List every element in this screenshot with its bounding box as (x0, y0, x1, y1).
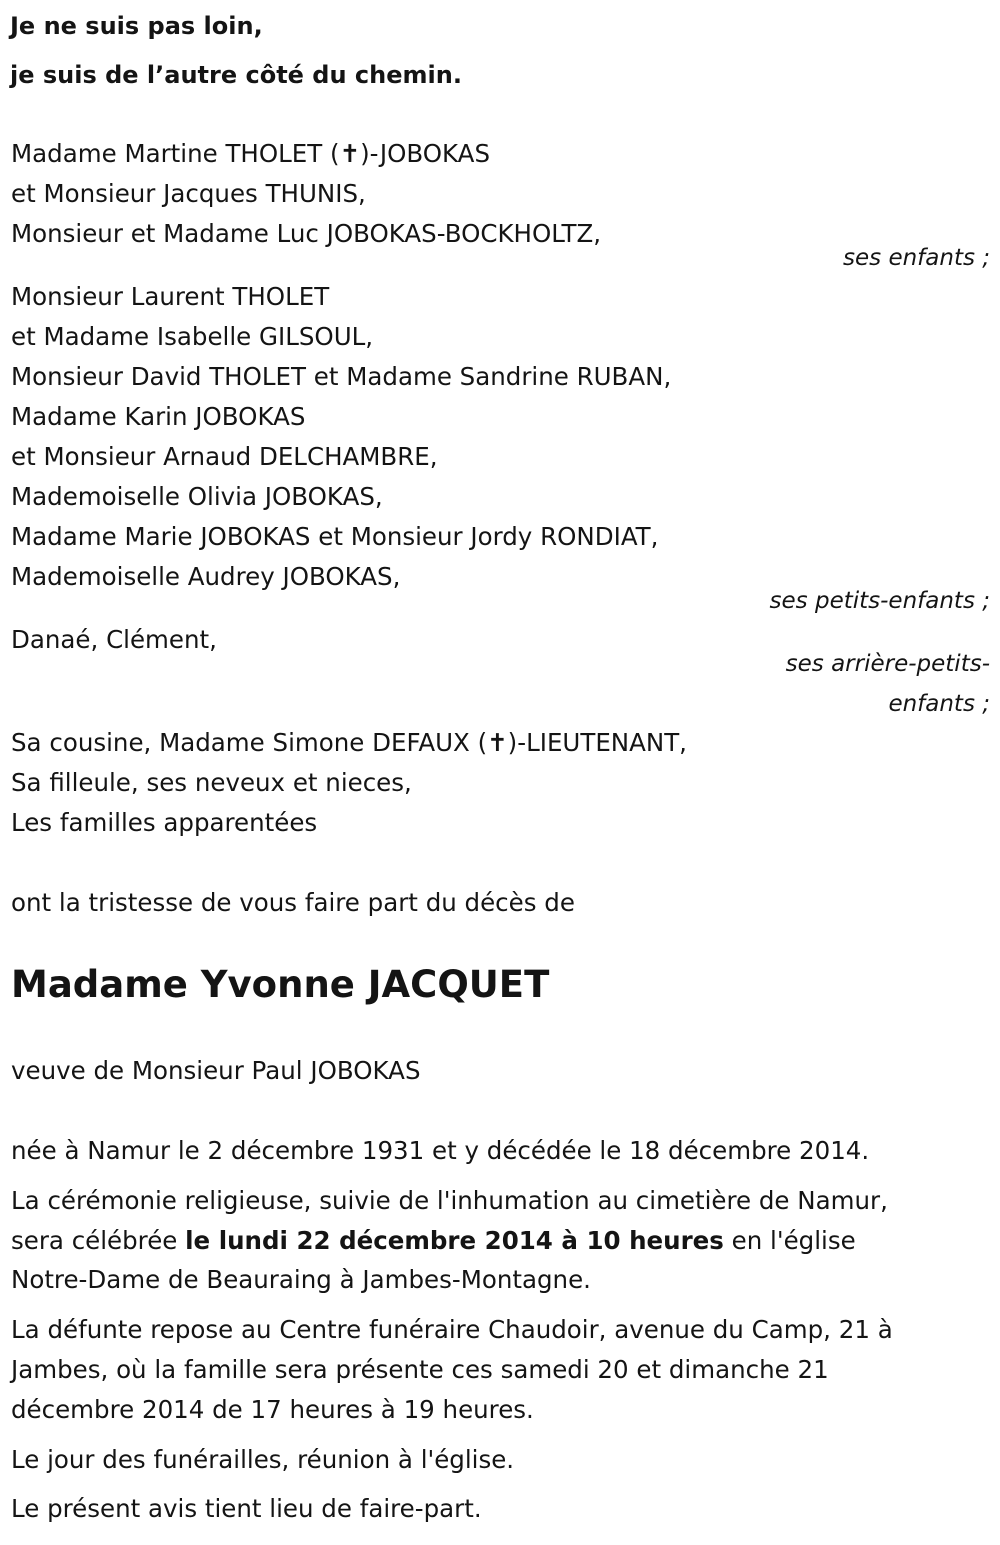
grandchildren-line: Madame Karin JOBOKAS (11, 402, 306, 431)
ceremony-datetime: le lundi 22 décembre 2014 à 10 heures (185, 1226, 724, 1255)
children-line: et Monsieur Jacques THUNIS, (11, 179, 366, 208)
ceremony-line-1: La cérémonie religieuse, suivie de l'inhumation au cimetière de Namur, (11, 1186, 888, 1215)
funeral-day: Le jour des funérailles, réunion à l'église. (11, 1445, 515, 1474)
grandchildren-line: et Madame Isabelle GILSOUL, (11, 322, 374, 351)
grandchildren-line: et Monsieur Arnaud DELCHAMBRE, (11, 442, 438, 471)
children-line: Madame Martine THOLET (✝)-JOBOKAS (11, 139, 490, 168)
poem-line-1: Je ne suis pas loin, (10, 12, 263, 40)
deceased-name: Madame Yvonne JACQUET (11, 963, 550, 1006)
grandchildren-line: Monsieur Laurent THOLET (11, 282, 330, 311)
others-line: Sa cousine, Madame Simone DEFAUX (✝)-LIEUTENANT, (11, 728, 687, 757)
relation-great-grandchildren-1: ses arrière-petits- (785, 651, 990, 677)
widow-of: veuve de Monsieur Paul JOBOKAS (11, 1056, 421, 1085)
grandchildren-line: Monsieur David THOLET et Madame Sandrine RUBAN, (11, 362, 672, 391)
closing-note: Le présent avis tient lieu de faire-part. (11, 1494, 482, 1523)
relation-grandchildren: ses petits-enfants ; (769, 588, 990, 614)
grandchildren-line: Mademoiselle Olivia JOBOKAS, (11, 482, 383, 511)
ceremony-line-2 (11, 1226, 856, 1256)
relation-great-grandchildren-2: enfants ; (888, 691, 990, 717)
announcement: ont la tristesse de vous faire part du décès de (11, 888, 575, 917)
ceremony-line-2-pre: sera célébrée (11, 1226, 186, 1255)
children-line: Monsieur et Madame Luc JOBOKAS-BOCKHOLTZ, (11, 219, 602, 248)
relation-children: ses enfants ; (843, 245, 990, 271)
poem-line-2: je suis de l’autre côté du chemin. (10, 61, 462, 89)
rest-line-1: La défunte repose au Centre funéraire Chaudoir, avenue du Camp, 21 à (11, 1315, 893, 1344)
rest-line-2: Jambes, où la famille sera présente ces samedi 20 et dimanche 21 (11, 1355, 829, 1384)
great-grandchildren-line: Danaé, Clément, (11, 625, 217, 654)
birth-death: née à Namur le 2 décembre 1931 et y décédée le 18 décembre 2014. (11, 1136, 870, 1165)
ceremony-line-2-post: en l'église (723, 1226, 856, 1255)
others-line: Les familles apparentées (11, 808, 318, 837)
others-line: Sa filleule, ses neveux et nieces, (11, 768, 412, 797)
grandchildren-line: Madame Marie JOBOKAS et Monsieur Jordy RONDIAT, (11, 522, 659, 551)
grandchildren-line: Mademoiselle Audrey JOBOKAS, (11, 562, 401, 591)
ceremony-line-3: Notre-Dame de Beauraing à Jambes-Montagne. (11, 1265, 591, 1294)
rest-line-3: décembre 2014 de 17 heures à 19 heures. (11, 1395, 534, 1424)
